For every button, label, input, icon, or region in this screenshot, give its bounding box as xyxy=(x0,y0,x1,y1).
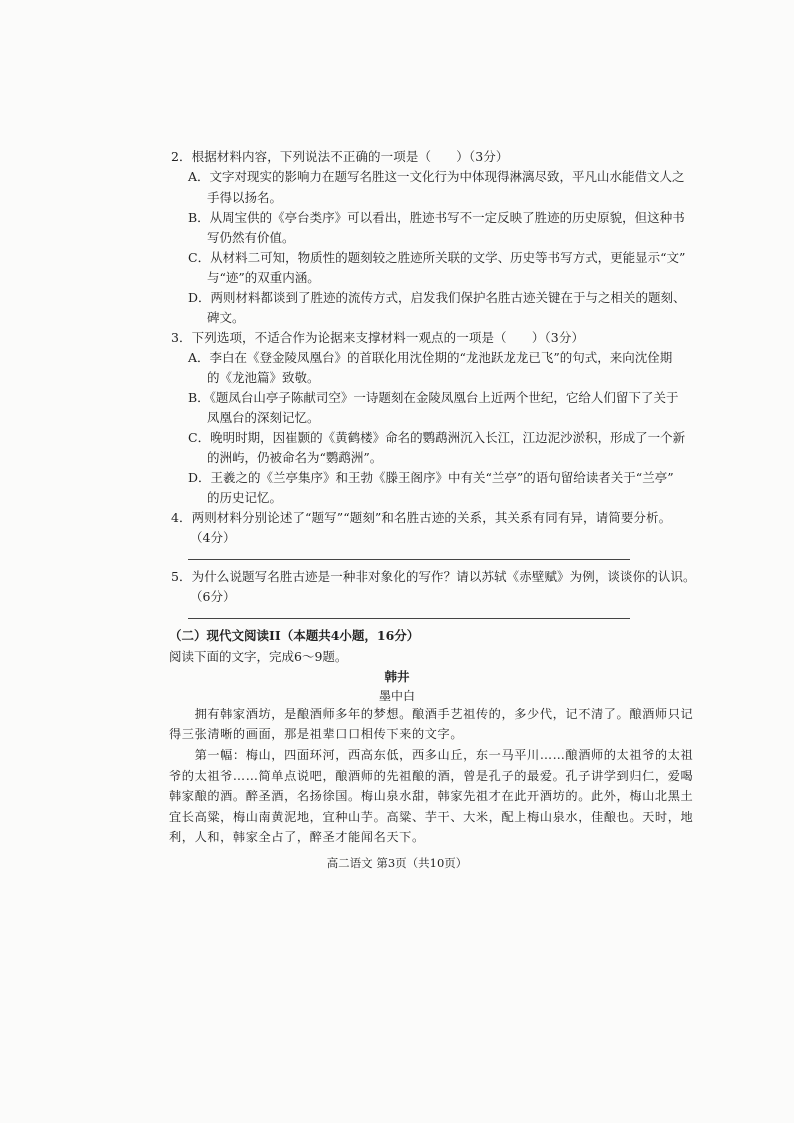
q2-option-b-line2: 写仍然有价值。 xyxy=(207,230,295,245)
answer-line-q5 xyxy=(188,618,630,619)
q3-option-b-line1: B．《题凤台山亭子陈献司空》一诗题刻在金陵凤凰台上近两个世纪，它给人们留下了关于 xyxy=(188,390,679,405)
q3-option-c-line2: 的洲屿，仍被命名为“鹦鹉洲”。 xyxy=(207,450,383,465)
q2-option-c-line2: 与“迹”的双重内涵。 xyxy=(207,270,320,285)
q3-option-c-line1: C．晚明时期，因崔颢的《黄鹤楼》命名的鹦鹉洲沉入长江，江边泥沙淤积，形成了一个新 xyxy=(188,430,686,445)
story-line-1: 拥有韩家酒坊，是酿酒师多年的梦想。酿酒手艺祖传的，多少代，记不清了。酿酒师只记 xyxy=(169,707,694,721)
answer-line-q4 xyxy=(188,559,630,560)
story-line-3: 第一幅：梅山，四面环河，西高东低，西多山丘，东一马平川……酿酒师的太祖爷的太祖 xyxy=(169,748,694,762)
q2-option-a-line2: 手得以扬名。 xyxy=(207,190,283,205)
q2-option-c-line1: C．从材料二可知，物质性的题刻较之胜迹所关联的文学、历史等书写方式，更能显示“文” xyxy=(188,250,686,265)
question-2-stem: 2．根据材料内容，下列说法不正确的一项是（ ）（3分） xyxy=(171,149,509,164)
q2-option-d-line1: D．两则材料都谈到了胜迹的流传方式，启发我们保护名胜古迹关键在于与之相关的题刻、 xyxy=(188,290,686,305)
q3-option-d-line2: 的历史记忆。 xyxy=(207,490,283,505)
story-title: 韩井 xyxy=(384,669,410,684)
reading-instruction: 阅读下面的文字，完成6～9题。 xyxy=(169,649,348,664)
question-5-stem: 5．为什么说题写名胜古迹是一种非对象化的写作？请以苏轼《赤壁赋》为例，谈谈你的认识。 xyxy=(171,569,696,584)
q2-option-b-line1: B．从周宝供的《亭台类序》可以看出，胜迹书写不一定反映了胜迹的历史原貌，但这种书 xyxy=(188,210,685,225)
q3-option-d-line1: D．王羲之的《兰亭集序》和王勃《滕王阁序》中有关“兰亭”的语句留给读者关于“兰亭” xyxy=(188,470,674,485)
q3-option-a-line1: A．李白在《登金陵凤凰台》的首联化用沈佺期的“龙池跃龙龙已飞”的句式，来向沈佺期 xyxy=(188,350,673,365)
story-line-6: 宜长高粱，梅山南黄泥地，宜种山芋。高粱、芋干、大米，配上梅山泉水，佳酿也。天时，地 xyxy=(169,810,694,824)
q3-option-b-line2: 凤凰台的深刻记忆。 xyxy=(207,410,320,425)
story-line-4: 爷的太祖爷……简单点说吧，酿酒师的先祖酿的酒，曾是孔子的最爱。孔子讲学到归仁，爱喝 xyxy=(169,769,694,783)
question-4-points: （4分） xyxy=(190,530,236,545)
story-author: 墨中白 xyxy=(378,689,415,703)
q2-option-a-line1: A．文字对现实的影响力在题写名胜这一文化行为中体现得淋漓尽致，平凡山水能借文人之 xyxy=(188,169,685,184)
question-4-stem: 4．两则材料分别论述了“题写”“题刻”和名胜古迹的关系，其关系有同有异，请简要分析。 xyxy=(171,510,672,525)
story-line-2: 得三张清晰的画面，那是祖辈口口相传下来的文字。 xyxy=(169,727,464,741)
question-5-points: （6分） xyxy=(190,589,236,604)
section-heading: （二）现代文阅读II（本题共4小题，16分） xyxy=(169,628,420,643)
q3-option-a-line2: 的《龙池篇》致敬。 xyxy=(207,370,320,385)
page-footer: 高二语文 第3页（共10页） xyxy=(326,856,468,870)
question-3-stem: 3．下列选项，不适合作为论据来支撑材料一观点的一项是（ ）（3分） xyxy=(171,330,585,345)
story-line-7: 利，人和，韩家全占了，醉圣才能闻名天下。 xyxy=(169,830,425,844)
q2-option-d-line2: 碑文。 xyxy=(207,310,245,325)
story-line-5: 韩家酿的酒。醉圣酒，名扬徐国。梅山泉水甜，韩家先祖才在此开酒坊的。此外，梅山北黑土 xyxy=(169,789,694,803)
